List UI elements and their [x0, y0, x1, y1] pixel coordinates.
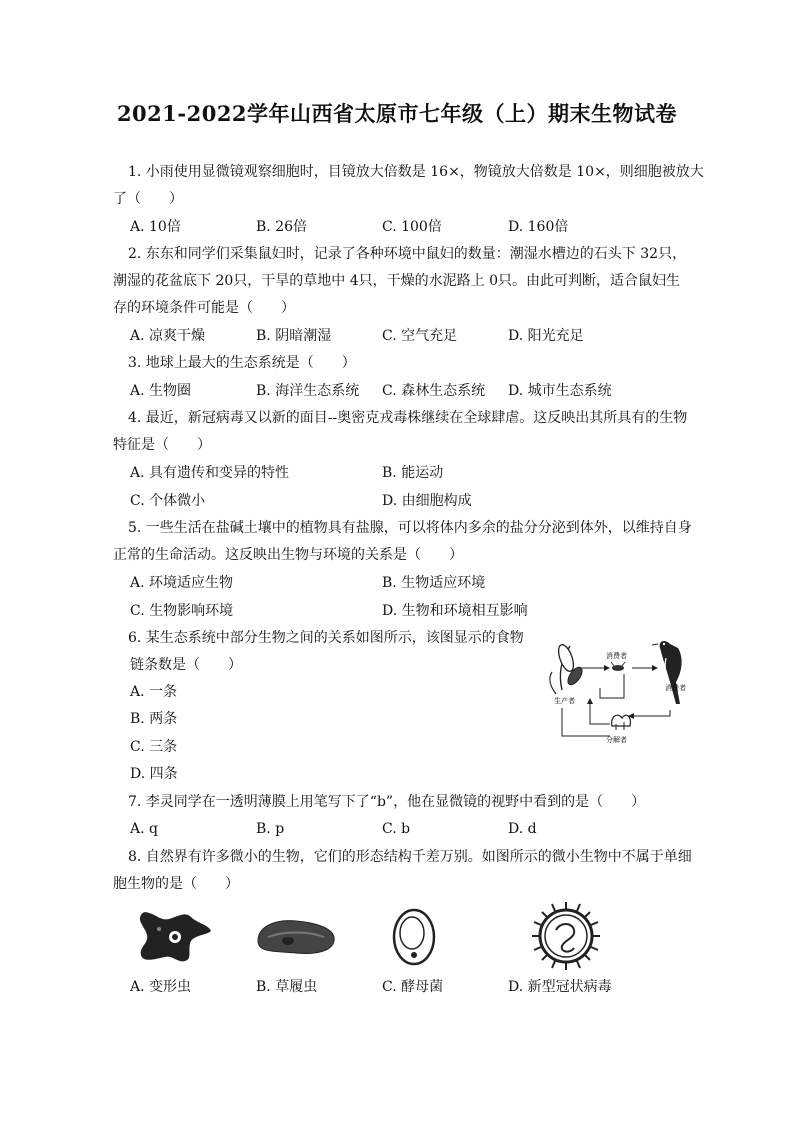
- q8-option-d: D. 新型冠状病毒: [508, 979, 612, 995]
- q5-option-a: A. 环境适应生物: [130, 575, 234, 591]
- producer-label: 生产者: [554, 698, 575, 705]
- question-5-line-2: 正常的生命活动。这反映出生物与环境的关系是（ ）: [113, 547, 463, 563]
- q5-option-c: C. 生物影响环境: [130, 603, 234, 619]
- coronavirus-image: [528, 900, 604, 972]
- amoeba-image: [135, 905, 215, 967]
- q4-option-c: C. 个体微小: [130, 493, 206, 509]
- paramecium-image: [254, 915, 338, 959]
- page-title: 2021-2022学年山西省太原市七年级（上）期末生物试卷: [116, 101, 678, 126]
- question-4-line-1: 4. 最近，新冠病毒又以新的面目--奥密克戎毒株继续在全球肆虐。这反映出其所具有的生物: [128, 410, 688, 426]
- food-web-figure: [540, 628, 705, 746]
- question-6-line-1: 6. 某生态系统中部分生物之间的关系如图所示，该图显示的食物: [128, 630, 524, 646]
- q7-option-c: C. b: [382, 821, 411, 837]
- q1-option-b: B. 26倍: [256, 219, 308, 235]
- question-7-line-1: 7. 李灵同学在一透明薄膜上用笔写下了“b”，他在显微镜的视野中看到的是（ ）: [128, 794, 646, 810]
- question-6-line-2: 链条数是（ ）: [130, 657, 242, 673]
- question-8-line-1: 8. 自然界有许多微小的生物，它们的形态结构千差万别。如图所示的微小生物中不属于单细: [128, 849, 692, 865]
- yeast-image: [390, 905, 440, 967]
- q2-option-d: D. 阳光充足: [508, 328, 584, 344]
- food-web-arrowheads: [587, 665, 658, 719]
- q4-option-d: D. 由细胞构成: [382, 493, 472, 509]
- decomposer-label: 分解者: [606, 737, 627, 744]
- q8-option-b: B. 草履虫: [256, 979, 318, 995]
- question-2-line-2: 潮湿的花盆底下 20只，干旱的草地中 4只，干燥的水泥路上 0只。由此可判断，适合鼠妇生: [113, 273, 680, 289]
- q7-option-a: A. q: [130, 821, 158, 837]
- question-4-line-2: 特征是（ ）: [113, 437, 211, 453]
- question-3-line-1: 3. 地球上最大的生态系统是（ ）: [128, 355, 356, 371]
- consumer-label-2: 消费者: [665, 685, 686, 692]
- q6-option-d: D. 四条: [130, 766, 178, 782]
- q4-option-b: B. 能运动: [382, 465, 444, 481]
- q5-option-b: B. 生物适应环境: [382, 575, 486, 591]
- q8-option-c: C. 酵母菌: [382, 979, 444, 995]
- consumer-label-1: 消费者: [606, 653, 627, 660]
- q3-option-a: A. 生物圈: [130, 383, 192, 399]
- q7-option-b: B. p: [256, 821, 285, 837]
- insect-icon: [611, 662, 625, 671]
- question-2-line-3: 存的环境条件可能是（ ）: [113, 300, 295, 316]
- q2-option-c: C. 空气充足: [382, 328, 458, 344]
- bird-icon: [652, 641, 682, 704]
- question-5-line-1: 5. 一些生活在盐碱土壤中的植物具有盐腺，可以将体内多余的盐分分泌到体外，以维持自身: [128, 520, 692, 536]
- question-1-line-2: 了（ ）: [113, 191, 183, 207]
- q4-option-a: A. 具有遗传和变异的特性: [130, 465, 290, 481]
- q3-option-d: D. 城市生态系统: [508, 383, 612, 399]
- q6-option-a: A. 一条: [130, 684, 178, 700]
- question-2-line-1: 2. 东东和同学们采集鼠妇时，记录了各种环境中鼠妇的数量：潮湿水槽边的石头下 32只，: [128, 246, 687, 262]
- mushroom-icon: [612, 715, 631, 730]
- question-1-line-1: 1. 小雨使用显微镜观察细胞时，目镜放大倍数是 16×，物镜放大倍数是 10×，则细胞被放大: [128, 164, 704, 180]
- q5-option-d: D. 生物和环境相互影响: [382, 603, 528, 619]
- q1-option-d: D. 160倍: [508, 219, 569, 235]
- q3-option-b: B. 海洋生态系统: [256, 383, 360, 399]
- q3-option-c: C. 森林生态系统: [382, 383, 486, 399]
- q2-option-b: B. 阴暗潮湿: [256, 328, 332, 344]
- q8-option-a: A. 变形虫: [130, 979, 192, 995]
- q1-option-a: A. 10倍: [130, 219, 181, 235]
- q2-option-a: A. 凉爽干燥: [130, 328, 206, 344]
- question-8-line-2: 胞生物的是（ ）: [113, 876, 239, 892]
- plant-icon: [550, 643, 585, 694]
- q6-option-b: B. 两条: [130, 711, 178, 727]
- q1-option-c: C. 100倍: [382, 219, 442, 235]
- q7-option-d: D. d: [508, 821, 537, 837]
- q6-option-c: C. 三条: [130, 739, 178, 755]
